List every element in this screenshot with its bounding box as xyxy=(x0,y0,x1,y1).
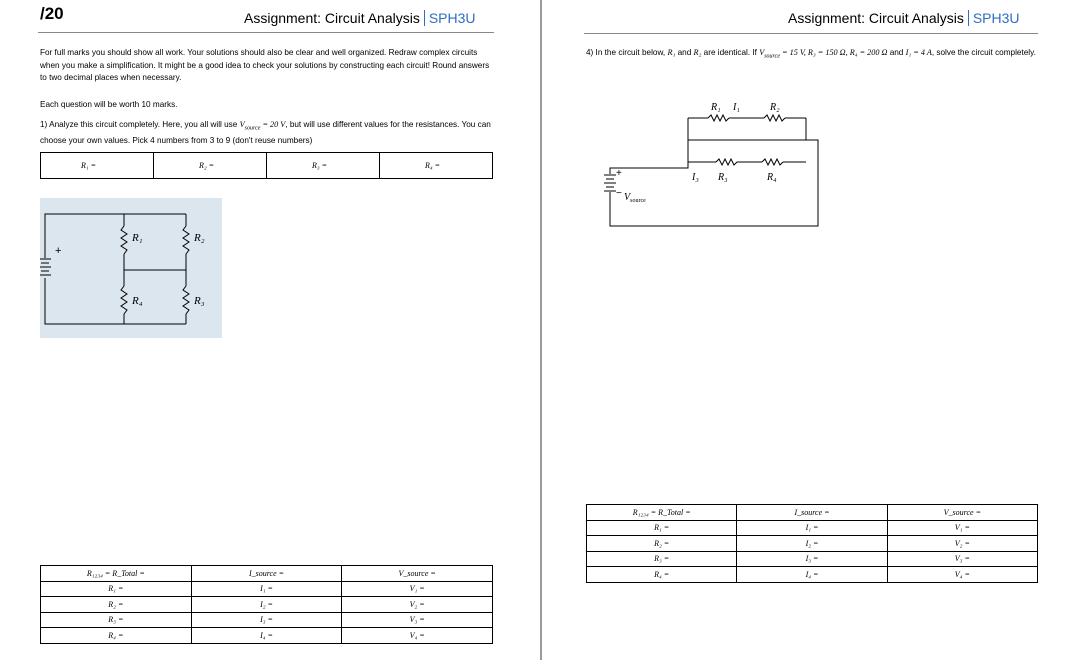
resistor-r1 xyxy=(708,115,729,121)
answer-cell[interactable]: I₁ = xyxy=(191,581,342,597)
answer-cell[interactable]: V₁ = xyxy=(887,520,1037,536)
r1-cell[interactable]: R₁ = xyxy=(41,153,154,179)
answer-table-body xyxy=(587,505,1038,583)
header-course-code: SPH3U xyxy=(424,10,476,26)
label-r3: R₃ xyxy=(194,295,205,307)
answer-row xyxy=(41,628,493,644)
answer-row xyxy=(587,536,1038,552)
label-r4: R₄ xyxy=(132,295,143,307)
resistor-r2 xyxy=(764,115,785,121)
question-1-answer-table xyxy=(40,565,493,644)
answer-cell[interactable]: V₂ = xyxy=(887,536,1037,552)
answer-cell[interactable]: V₄ = xyxy=(342,628,493,644)
answer-cell[interactable]: I_source = xyxy=(737,505,887,521)
wire-left-loop xyxy=(688,118,806,140)
answer-cell[interactable]: R₃ = xyxy=(587,551,737,567)
wire-outer-return xyxy=(610,140,818,226)
right-header xyxy=(788,10,1020,26)
resistor-r4 xyxy=(762,159,783,165)
answer-cell[interactable]: I₃ = xyxy=(191,612,342,628)
answer-cell[interactable]: R₄ = xyxy=(587,567,737,583)
diagram-background xyxy=(40,198,222,338)
label-r2: R₂ xyxy=(770,102,780,113)
label-r3: R₃ xyxy=(718,172,728,183)
answer-cell[interactable]: V₃ = xyxy=(887,551,1037,567)
r3-cell[interactable]: R₃ = xyxy=(267,153,380,179)
answer-row xyxy=(41,581,493,597)
question-1-circuit-diagram xyxy=(40,198,222,338)
label-r2: R₂ xyxy=(194,232,205,244)
label-r4: R₄ xyxy=(767,172,777,183)
header-title: Assignment: Circuit Analysis xyxy=(788,10,964,26)
answer-cell[interactable]: I₃ = xyxy=(737,551,887,567)
battery-plus-sign: + xyxy=(616,168,622,179)
answer-cell[interactable]: V₂ = xyxy=(342,597,493,613)
battery-plus-sign: + xyxy=(55,245,62,257)
r2-cell[interactable]: R₂ = xyxy=(154,153,267,179)
answer-cell[interactable]: I₄ = xyxy=(191,628,342,644)
question-1-text: 1) Analyze this circuit completely. Here, you all will use $V_{source} = 20$ V, but will use different values for the resistances. You can choose your own values. Pick 4 numbers from 3 to 9 (don't reuse numbers) xyxy=(40,120,491,146)
battery-minus-sign: − xyxy=(616,188,622,199)
answer-cell[interactable]: R₃ = xyxy=(41,612,192,628)
label-r1: R₁ xyxy=(132,232,143,244)
answer-cell[interactable]: V_source = xyxy=(342,566,493,582)
answer-cell[interactable]: R₄ = xyxy=(41,628,192,644)
answer-cell[interactable]: I₂ = xyxy=(191,597,342,613)
answer-cell[interactable]: V₃ = xyxy=(342,612,493,628)
answer-row xyxy=(587,505,1038,521)
answer-cell[interactable]: R₂ = xyxy=(41,597,192,613)
vsource-label: $V_{source}$ xyxy=(624,192,646,204)
resistance-value-table xyxy=(40,152,493,179)
right-page xyxy=(542,0,1079,660)
score-label: /20 xyxy=(40,4,64,23)
answer-cell[interactable]: V₁ = xyxy=(342,581,493,597)
answer-table-body xyxy=(41,566,493,644)
left-header xyxy=(244,10,476,26)
answer-cell[interactable]: I₁ = xyxy=(737,520,887,536)
answer-cell[interactable]: I₂ = xyxy=(737,536,887,552)
answer-cell[interactable]: R₁ = xyxy=(41,581,192,597)
answer-cell[interactable]: V_source = xyxy=(887,505,1037,521)
answer-row xyxy=(41,597,493,613)
question-4-answer-table xyxy=(586,504,1038,583)
label-i3: I₃ xyxy=(692,172,699,183)
r4-cell[interactable]: R₄ = xyxy=(380,153,493,179)
answer-cell[interactable]: I_source = xyxy=(191,566,342,582)
answer-cell[interactable]: R₂ = xyxy=(587,536,737,552)
answer-row xyxy=(587,520,1038,536)
intro-paragraph: For full marks you should show all work. Your solutions should also be clear and well organized. Redraw complex circuits when you make a simplification. It might be a good idea to check your solutions by constructing each circuit! Round answers to two decimal places when necessary. xyxy=(40,48,490,82)
header-rule xyxy=(38,32,494,33)
answer-row xyxy=(41,566,493,582)
answer-row xyxy=(41,612,493,628)
question-4-circuit-diagram xyxy=(602,96,827,231)
question-4-text: 4) In the circuit below, R₁ and R₂ are identical. If $V_{source} = 15$ V, R₃ = 150 Ω, R₄ = 200 Ω and I₁ = 4 A, solve the circuit completely. xyxy=(586,48,1036,60)
answer-cell[interactable]: V₄ = xyxy=(887,567,1037,583)
answer-row xyxy=(587,551,1038,567)
label-r1: R₁ xyxy=(711,102,721,113)
answer-cell[interactable]: R₁₂₃₄ = R_Total = xyxy=(587,505,737,521)
resistor-r3 xyxy=(716,159,737,165)
header-title: Assignment: Circuit Analysis xyxy=(244,10,420,26)
label-i1: I₁ xyxy=(733,102,740,113)
marks-note: Each question will be worth 10 marks. xyxy=(40,100,178,109)
answer-cell[interactable]: I₄ = xyxy=(737,567,887,583)
header-course-code: SPH3U xyxy=(968,10,1020,26)
answer-cell[interactable]: R₁ = xyxy=(587,520,737,536)
answer-row xyxy=(587,567,1038,583)
answer-cell[interactable]: R₁₂₃₄ = R_Total = xyxy=(41,566,192,582)
header-rule xyxy=(584,33,1038,34)
